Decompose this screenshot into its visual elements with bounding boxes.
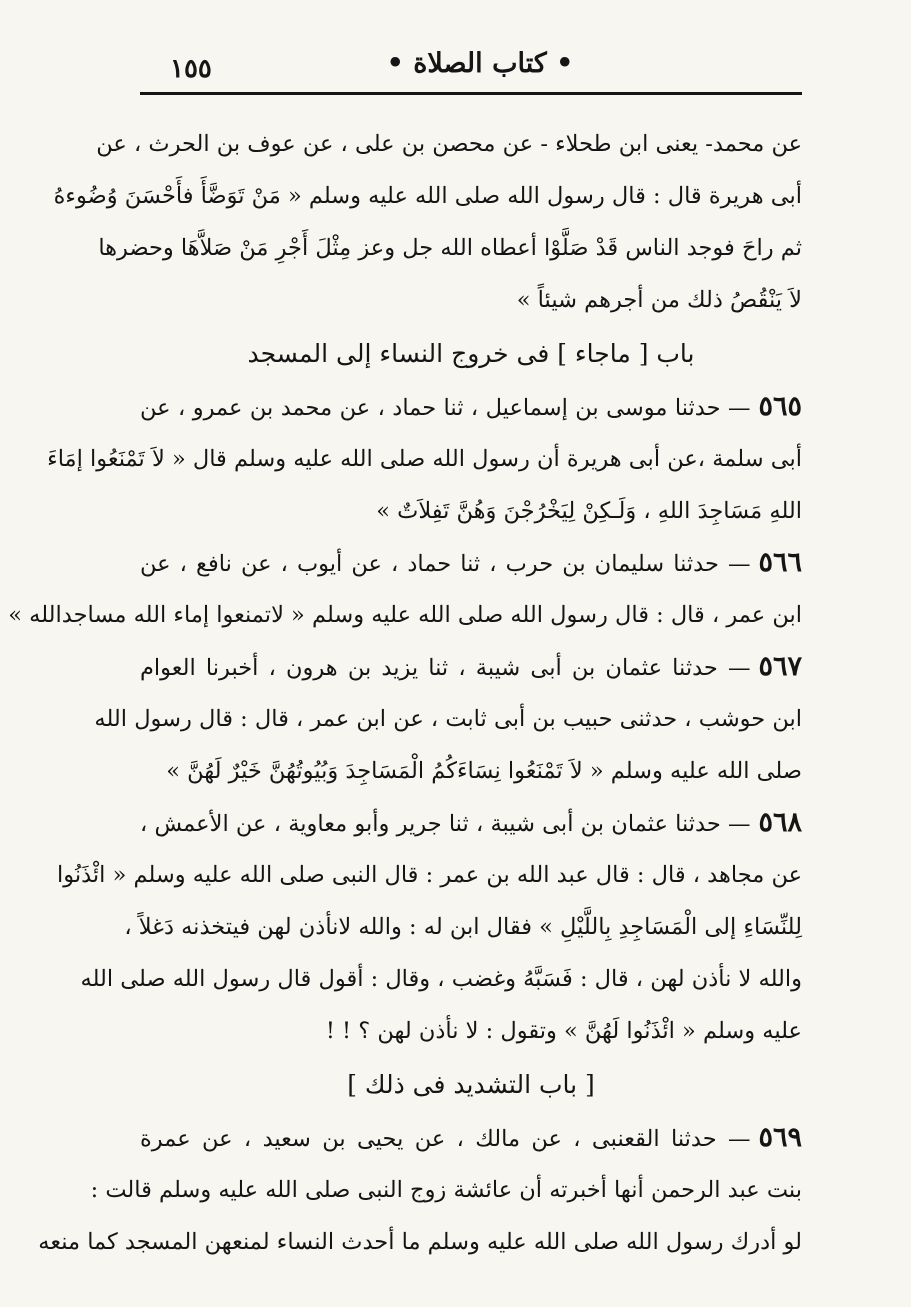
line-text: لاَ يَنْقُصُ ذلك من أجرهم شيئاً » bbox=[516, 287, 802, 313]
text-line bbox=[140, 485, 802, 537]
text-line bbox=[124, 901, 802, 953]
text-line bbox=[47, 433, 802, 485]
text-line bbox=[94, 693, 802, 745]
text-line bbox=[140, 274, 802, 326]
line-text: — حدثنا موسى بن إسماعيل ، ثنا حماد ، عن محمد بن عمرو ، عن bbox=[140, 395, 751, 421]
text-line bbox=[140, 797, 802, 849]
line-text: لِلنِّسَاءِ إلى الْمَسَاجِدِ بِاللَّيْلِ » فقال ابن له : والله لانأذن لهن فيتخذنه دَغلاً ، bbox=[124, 914, 802, 940]
line-text: — حدثنا عثمان بن أبى شيبة ، ثنا يزيد بن هرون ، أخبرنا العوام bbox=[140, 655, 751, 681]
page-header bbox=[140, 40, 802, 92]
line-text: باب [ ماجاء ] فى خروج النساء إلى المسجد bbox=[247, 339, 695, 368]
line-text: عن محمد- يعنى ابن طحلاء - عن محصن بن على ، عن عوف بن الحرث ، عن bbox=[96, 131, 802, 157]
text-line bbox=[140, 381, 802, 433]
text-line bbox=[140, 1112, 802, 1164]
line-text: عليه وسلم « ائْذَنُوا لَهُنَّ » وتقول : لا نأذن لهن ؟ ! ! bbox=[325, 1018, 802, 1044]
line-text: أبى سلمة ،عن أبى هريرة أن رسول الله صلى الله عليه وسلم قال « لاَ تَمْنَعُوا إمَاءَ bbox=[47, 446, 802, 472]
line-text: ثم راحَ فوجد الناس قَدْ صَلَّوْا أعطاه الله جل وعز مِثْلَ أَجْرِ مَنْ صَلاَّهَا وحضرها bbox=[98, 235, 802, 261]
text-line bbox=[80, 953, 802, 1005]
hadith-number: ٥٦٥ bbox=[758, 391, 802, 422]
line-text: — حدثنا القعنبى ، عن مالك ، عن يحيى بن سعيد ، عن عمرة bbox=[140, 1126, 751, 1152]
text-line bbox=[96, 118, 802, 170]
line-text: [ باب التشديد فى ذلك ] bbox=[347, 1070, 595, 1099]
hadith-number: ٥٦٦ bbox=[758, 547, 802, 578]
line-text: صلى الله عليه وسلم « لاَ تَمْنَعُوا نِسَاءَكُمُ الْمَسَاجِدَ وَبُيُوتُهُنَّ خَيْرٌ لَهُنَّ » bbox=[166, 758, 802, 784]
line-text: عن مجاهد ، قال : قال عبد الله بن عمر : قال النبى صلى الله عليه وسلم « ائْذَنُوا bbox=[56, 862, 802, 888]
line-text: والله لا نأذن لهن ، قال : فَسَبَّهُ وغضب ، وقال : أقول قال رسول الله صلى الله bbox=[80, 966, 802, 992]
header-rule bbox=[140, 92, 802, 95]
running-title: • كتاب الصلاة • bbox=[386, 48, 574, 79]
text-line bbox=[53, 170, 802, 222]
chapter-heading bbox=[140, 326, 802, 381]
text-line bbox=[8, 589, 802, 641]
line-text: — حدثنا سليمان بن حرب ، ثنا حماد ، عن أيوب ، عن نافع ، عن bbox=[140, 551, 751, 577]
line-text: أبى هريرة قال : قال رسول الله صلى الله عليه وسلم « مَنْ تَوَضَّأَ فأَحْسَنَ وُضُوءهُ bbox=[53, 183, 802, 209]
text-line bbox=[140, 745, 802, 797]
text-line bbox=[140, 1005, 802, 1057]
line-text: اللهِ مَسَاجِدَ اللهِ ، وَلَـكِنْ لِيَخْرُجْنَ وَهُنَّ تَفِلاَتٌ » bbox=[376, 498, 802, 524]
page-number: ١٥٥ bbox=[170, 54, 212, 84]
text-line bbox=[98, 222, 802, 274]
text-line bbox=[140, 537, 802, 589]
hadith-number: ٥٦٧ bbox=[758, 651, 802, 682]
text-body bbox=[8, 118, 802, 1268]
text-line bbox=[90, 1164, 802, 1216]
text-line bbox=[38, 1216, 802, 1268]
line-text: ابن عمر ، قال : قال رسول الله صلى الله عليه وسلم « لاتمنعوا إماء الله مساجدالله » bbox=[8, 602, 802, 628]
text-line bbox=[56, 849, 802, 901]
chapter-heading bbox=[140, 1057, 802, 1112]
hadith-number: ٥٦٨ bbox=[758, 807, 802, 838]
line-text: ابن حوشب ، حدثنى حبيب بن أبى ثابت ، عن ابن عمر ، قال : قال رسول الله bbox=[94, 706, 802, 732]
line-text: لو أدرك رسول الله صلى الله عليه وسلم ما أحدث النساء لمنعهن المسجد كما منعه bbox=[38, 1229, 802, 1255]
line-text: — حدثنا عثمان بن أبى شيبة ، ثنا جرير وأبو معاوية ، عن الأعمش ، bbox=[140, 811, 751, 837]
line-text: بنت عبد الرحمن أنها أخبرته أن عائشة زوج النبى صلى الله عليه وسلم قالت : bbox=[90, 1177, 802, 1203]
text-line bbox=[140, 641, 802, 693]
hadith-number: ٥٦٩ bbox=[758, 1122, 802, 1153]
